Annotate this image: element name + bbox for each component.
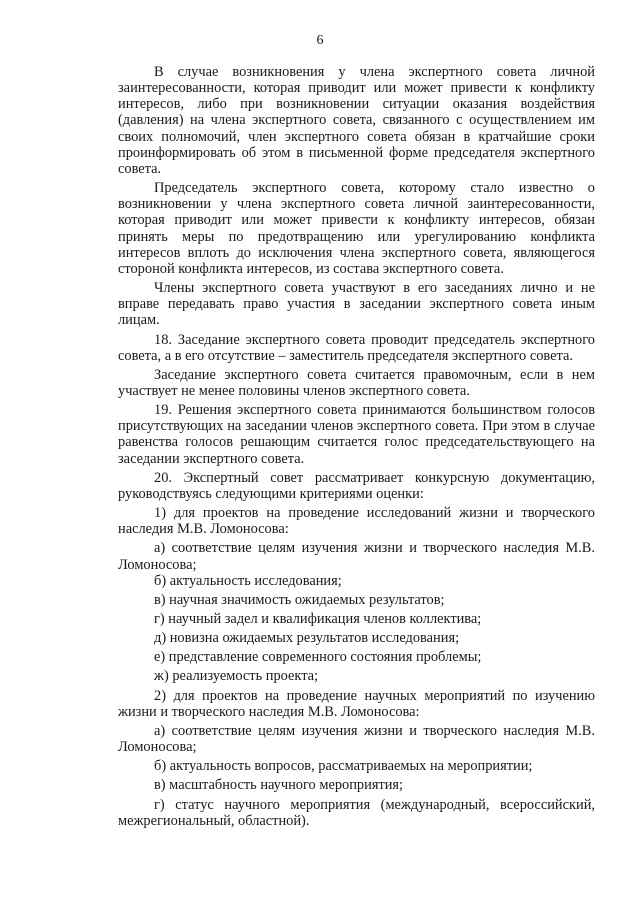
paragraph-20-criteria: 20. Экспертный совет рассматривает конкурсную документацию, руководствуясь следующими критериями оценки: bbox=[118, 469, 595, 502]
paragraph-personal-participation: Члены экспертного совета участвуют в его заседаниях лично и не вправе передавать право участия в заседании экспертного совета иным лицам. bbox=[118, 280, 595, 329]
criteria-2-d: г) статус научного мероприятия (международный, всероссийский, межрегиональный, областной). bbox=[118, 796, 595, 829]
criteria-1-c: в) научная значимость ожидаемых результатов; bbox=[154, 591, 445, 608]
criteria-2-a: а) соответствие целям изучения жизни и творческого наследия М.В. Ломоносова; bbox=[118, 722, 595, 756]
criteria-2-b: б) актуальность вопросов, рассматриваемых на мероприятии; bbox=[154, 758, 533, 775]
criteria-1-g: ж) реализуемость проекта; bbox=[154, 668, 319, 685]
paragraph-quorum: Заседание экспертного совета считается правомочным, если в нем участвует не менее половины членов экспертного совета. bbox=[118, 366, 595, 399]
paragraph-chairman-measures: Председатель экспертного совета, которому стало известно о возникновении у члена экспертного совета личной заинтересованности, которая приводит или может привести к конфликту интересов, обязан принять меры по предотвращению или урегулированию конфликта интересов вплоть до исключения члена экспертного совета, являющегося стороной конфликта интересов, из состава экспертного совета. bbox=[118, 180, 595, 277]
paragraph-19-decisions: 19. Решения экспертного совета принимаются большинством голосов присутствующих на заседании членов экспертного совета. При этом в случае равенства голосов решающим считается голос председательствующего на заседании экспертного совета. bbox=[118, 402, 595, 467]
paragraph-18-meeting-chair: 18. Заседание экспертного совета проводит председатель экспертного совета, а в его отсутствие – заместитель председателя экспертного совета. bbox=[118, 331, 595, 364]
page-number: 6 bbox=[316, 33, 324, 48]
criteria-1-f: е) представление современного состояния проблемы; bbox=[154, 649, 482, 666]
criteria-group-1-heading: 1) для проектов на проведение исследований жизни и творческого наследия М.В. Ломоносова: bbox=[118, 505, 595, 538]
criteria-1-d: г) научный задел и квалификация членов коллектива; bbox=[154, 611, 482, 627]
document-body bbox=[118, 64, 595, 829]
criteria-1-a: а) соответствие целям изучения жизни и творческого наследия М.В. Ломоносова; bbox=[118, 540, 595, 573]
criteria-1-e: д) новизна ожидаемых результатов исследования; bbox=[154, 630, 460, 647]
criteria-1-b: б) актуальность исследования; bbox=[154, 572, 342, 589]
criteria-group-2-heading: 2) для проектов на проведение научных мероприятий по изучению жизни и творческого наследия М.В. Ломоносова: bbox=[118, 687, 595, 720]
paragraph-conflict-of-interest: В случае возникновения у члена экспертного совета личной заинтересованности, которая приводит или может привести к конфликту интересов, либо при возникновении ситуации оказания воздействия (давления) на члена экспертного совета, связанного с осуществлением им своих полномочий, член экспертного совета обязан в кратчайшие сроки проинформировать об этом в письменной форме председателя экспертного совета. bbox=[118, 64, 595, 177]
criteria-2-c: в) масштабность научного мероприятия; bbox=[154, 777, 404, 794]
